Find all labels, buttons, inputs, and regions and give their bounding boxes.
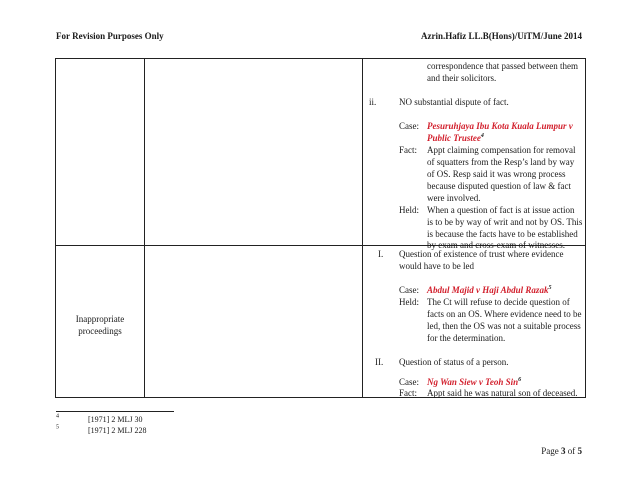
held-text: by exam and cross-exam of witnesses.	[427, 240, 565, 250]
continued-text: and their solicitors.	[427, 73, 497, 83]
case-name	[427, 132, 484, 144]
held-text: is to be by way of writ and not by OS. This	[427, 217, 583, 227]
held-text: The Ct will refuse to decide question of	[427, 297, 570, 307]
fact-text: of squatters from the Resp’s land by way	[427, 157, 575, 167]
footnote-separator	[56, 411, 174, 412]
row-heading: Inappropriate	[75, 314, 125, 324]
fact-label: Fact:	[399, 145, 417, 155]
footnote-ref[interactable]: 6	[518, 377, 522, 383]
fact-text: of OS. Resp said it was wrong process	[427, 169, 566, 179]
fact-text: Appt claiming compensation for removal	[427, 145, 576, 155]
held-text: for the determination.	[427, 333, 506, 343]
point-number: II.	[375, 357, 384, 367]
fact-text: because disputed question of law & fact	[427, 181, 571, 191]
fact-text: Appt said he was natural son of deceased.	[427, 388, 578, 398]
page-number: Page 3 of 5	[541, 446, 582, 456]
continued-text: correspondence that passed between them	[427, 61, 578, 71]
case-name	[427, 284, 551, 296]
held-label: Held:	[399, 205, 419, 215]
column-divider	[362, 59, 363, 397]
held-text: is because the facts have to be established	[427, 229, 578, 239]
held-text: led, then the OS was not a suitable process	[427, 321, 581, 331]
column-divider	[144, 59, 145, 397]
notes-table	[55, 58, 586, 398]
row-heading: proceedings	[78, 326, 122, 336]
point-text: NO substantial dispute of fact.	[399, 97, 509, 107]
held-label: Held:	[399, 297, 419, 307]
case-name-text: Ng Wan Siew v Teoh Sin	[427, 377, 519, 387]
footnote-ref[interactable]: 5	[548, 285, 552, 291]
case-label: Case:	[399, 285, 419, 295]
fact-label: Fact:	[399, 388, 417, 398]
running-header-left: For Revision Purposes Only	[56, 31, 164, 41]
footnote-ref[interactable]: 4	[480, 133, 484, 139]
point-text: Question of status of a person.	[399, 357, 509, 367]
point-number: I.	[378, 249, 384, 259]
case-name-text: Public Trustee	[427, 133, 481, 143]
case-name: Pesuruhjaya Ibu Kota Kuala Lumpur v	[427, 121, 573, 131]
case-name-text: Abdul Majid v Haji Abdul Razak	[427, 285, 549, 295]
case-label: Case:	[399, 377, 419, 387]
point-text: Question of existence of trust where evidence	[399, 249, 564, 259]
held-text: facts on an OS. Where evidence need to be	[427, 309, 582, 319]
footnote-text: [1971] 2 MLJ 30	[88, 415, 143, 424]
running-header-right: Azrin.Hafiz LL.B(Hons)/UiTM/June 2014	[420, 31, 582, 41]
footnote-number: 4	[56, 413, 59, 420]
footnote-text: [1971] 2 MLJ 228	[88, 426, 147, 435]
footnote-number: 5	[56, 424, 59, 431]
fact-text: were involved.	[427, 193, 481, 203]
case-label: Case:	[399, 121, 419, 131]
point-number: ii.	[369, 97, 377, 107]
point-text: would have to be led	[399, 261, 474, 271]
held-text: When a question of fact is at issue action	[427, 205, 575, 215]
